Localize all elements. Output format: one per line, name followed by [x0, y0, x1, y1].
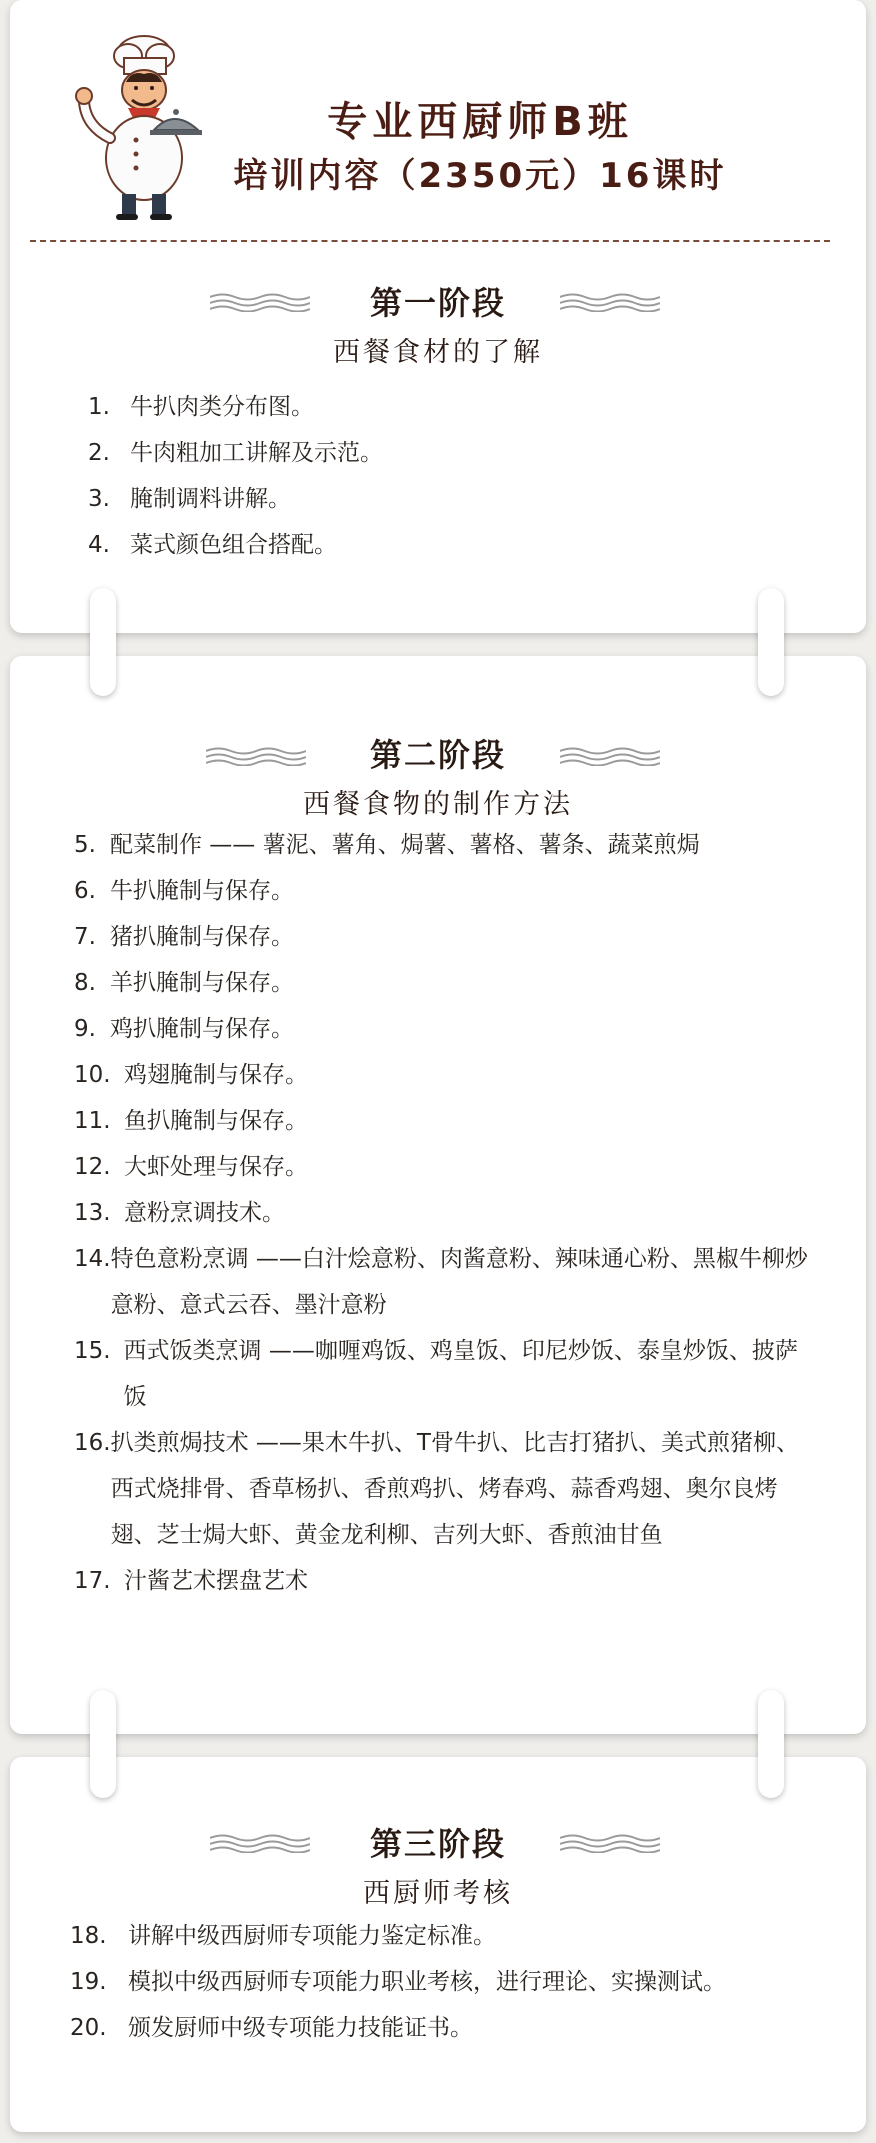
stage-subtitle: 西餐食材的了解 — [333, 337, 543, 368]
card-connector — [90, 588, 116, 696]
list-item: 7. 猪扒腌制与保存。 — [74, 924, 294, 950]
list-item: 2. 牛肉粗加工讲解及示范。 — [88, 440, 383, 466]
page-subtitle: 培训内容（2350元）16课时 — [233, 156, 727, 196]
stage-title: 第二阶段 — [369, 736, 506, 774]
list-item: 12. 大虾处理与保存。 — [74, 1154, 308, 1180]
stage-1-list — [88, 384, 808, 568]
list-item: 9. 鸡扒腌制与保存。 — [74, 1016, 294, 1042]
card-connector — [758, 588, 784, 696]
stage-title: 第三阶段 — [369, 1825, 506, 1863]
list-item: 10. 鸡翅腌制与保存。 — [74, 1062, 308, 1088]
card-connector — [758, 1690, 784, 1798]
list-item: 8. 羊扒腌制与保存。 — [74, 970, 294, 996]
list-item: 4. 菜式颜色组合搭配。 — [88, 532, 337, 558]
list-item: 15. 西式饭类烹调 ——咖喱鸡饭、鸡皇饭、印尼炒饭、泰皇炒饭、披萨饭 — [74, 1338, 798, 1410]
list-item: 11. 鱼扒腌制与保存。 — [74, 1108, 308, 1134]
list-item: 6. 牛扒腌制与保存。 — [74, 878, 294, 904]
list-item: 1. 牛扒肉类分布图。 — [88, 394, 314, 420]
list-item: 13. 意粉烹调技术。 — [74, 1200, 285, 1226]
list-item: 14. 特色意粉烹调 ——白汁烩意粉、肉酱意粉、辣味通心粉、黑椒牛柳炒意粉、意式云吞、墨汁意粉 — [74, 1246, 808, 1318]
page-title: 专业西厨师B班 — [327, 99, 633, 145]
dashed-divider — [30, 240, 830, 242]
list-item: 5. 配菜制作 —— 薯泥、薯角、焗薯、薯格、薯条、蔬菜煎焗 — [74, 832, 700, 858]
list-item: 18. 讲解中级西厨师专项能力鉴定标准。 — [70, 1923, 496, 1949]
stage-subtitle: 西厨师考核 — [363, 1878, 513, 1909]
list-item: 3. 腌制调料讲解。 — [88, 486, 291, 512]
stage-2-list — [74, 822, 814, 1604]
stage-3-list — [70, 1913, 830, 2051]
list-item: 20. 颁发厨师中级专项能力技能证书。 — [70, 2015, 473, 2041]
list-item: 19. 模拟中级西厨师专项能力职业考核，进行理论、实操测试。 — [70, 1969, 726, 1995]
list-item: 17. 汁酱艺术摆盘艺术 — [74, 1568, 308, 1594]
stage-subtitle: 西餐食物的制作方法 — [303, 789, 573, 820]
list-item: 16. 扒类煎焗技术 ——果木牛扒、T骨牛扒、比吉打猪扒、美式煎猪柳、西式烧排骨、香草杨扒、香煎鸡扒、烤春鸡、蒜香鸡翅、奥尔良烤翅、芝士焗大虾、黄金龙利柳、吉列大虾、香煎油甘鱼 — [74, 1430, 799, 1548]
stage-card-1 — [10, 0, 866, 633]
stage-title: 第一阶段 — [369, 284, 506, 322]
card-connector — [90, 1690, 116, 1798]
